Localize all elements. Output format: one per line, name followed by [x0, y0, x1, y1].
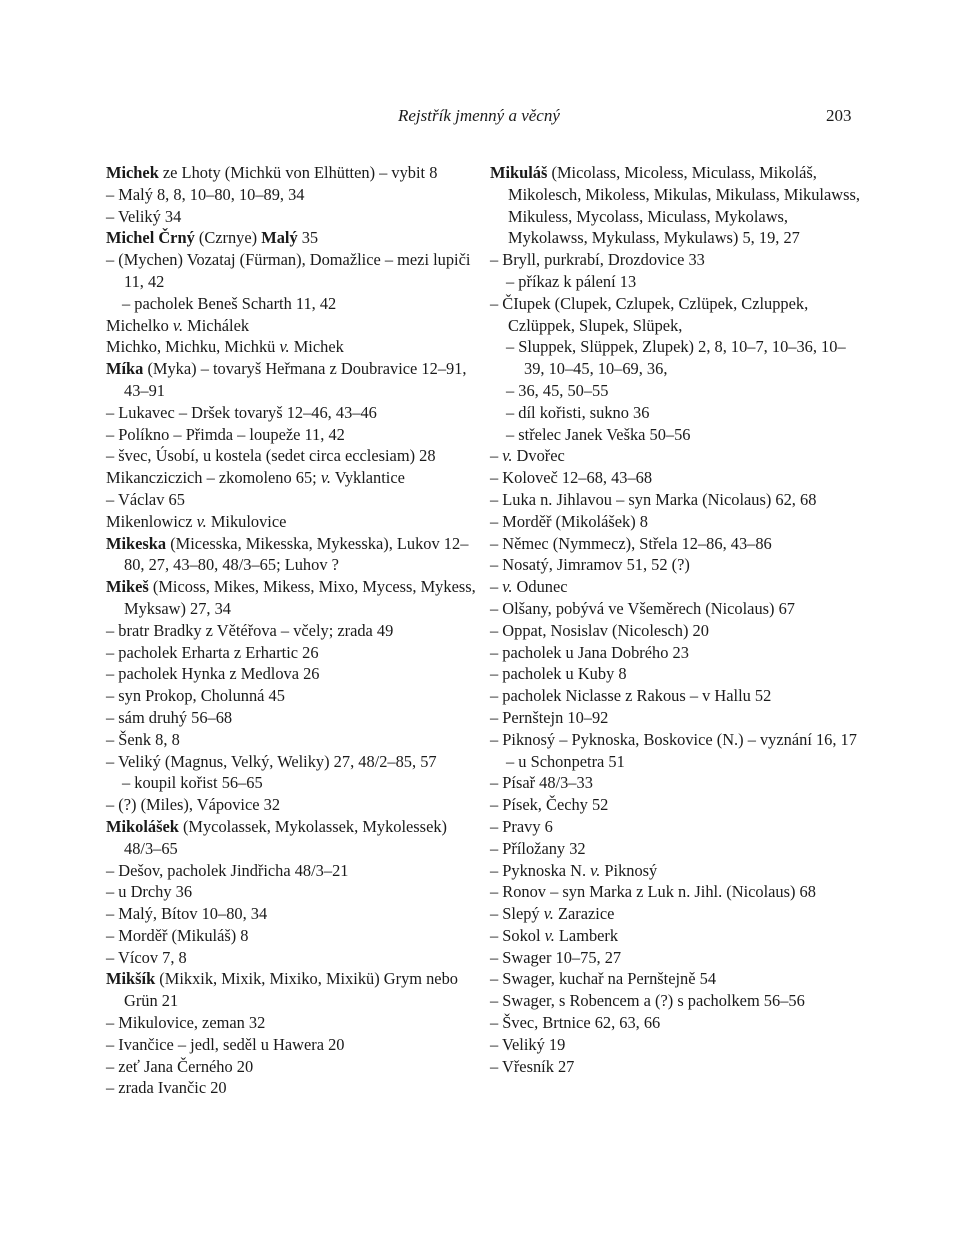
- entry-text: – Oppat, Nosislav (Nicolesch) 20: [490, 620, 709, 640]
- headword: Mikuláš: [490, 163, 548, 182]
- entry-text: – pacholek u Jana Dobrého 23: [490, 642, 689, 662]
- index-subentry: [490, 533, 860, 555]
- entry-text: Piknosý: [600, 860, 658, 880]
- index-subentry: [490, 663, 860, 685]
- index-subentry: [490, 903, 860, 925]
- index-subentry: [106, 707, 478, 729]
- index-headword-entry: [106, 162, 478, 184]
- entry-text: – Sokol: [490, 925, 545, 945]
- cross-reference-marker: v.: [543, 904, 554, 924]
- index-subentry: [490, 554, 860, 576]
- cross-reference-marker: v.: [502, 446, 513, 466]
- index-subentry: [490, 990, 860, 1012]
- entry-text: – pacholek Beneš Scharth 11, 42: [122, 293, 337, 313]
- index-subentry: [106, 642, 478, 664]
- entry-text: – (Mychen) Vozataj (Fürman), Domažlice – mezi lupiči 11, 42: [106, 250, 471, 291]
- entry-text: – Němec (Nymmecz), Střela 12–86, 43–86: [490, 533, 772, 553]
- index-subentry: [106, 293, 478, 315]
- entry-text: (Czrnye): [194, 228, 262, 248]
- index-column-right: [490, 162, 860, 1077]
- index-headword-entry: [106, 816, 478, 860]
- index-subentry: [106, 184, 478, 206]
- entry-text: – Písař 48/3–33: [490, 773, 593, 793]
- entry-text: – Malý 8, 8, 10–80, 10–89, 34: [106, 184, 305, 204]
- index-subentry: [490, 838, 860, 860]
- entry-text: – Pernštejn 10–92: [490, 707, 609, 727]
- index-subentry: [490, 1034, 860, 1056]
- index-subentry: [490, 794, 860, 816]
- index-subentry: [106, 729, 478, 751]
- index-subentry: [106, 1012, 478, 1034]
- index-subentry: [106, 1056, 478, 1078]
- index-subentry: [106, 794, 478, 816]
- entry-text: – příkaz k pálení 13: [506, 271, 637, 291]
- entry-text: – švec, Úsobí, u kostela (sedet circa ecclesiam) 28: [106, 446, 436, 466]
- index-subentry: [490, 489, 860, 511]
- index-subentry: [490, 424, 860, 446]
- entry-text: ze Lhoty (Michkü von Elhütten) – vybit 8: [158, 163, 438, 182]
- index-subentry: [490, 576, 860, 598]
- entry-text: – bratr Bradky z Větéřova – včely; zrada 49: [106, 620, 394, 640]
- index-subentry: [490, 1056, 860, 1078]
- entry-text: – Dešov, pacholek Jindřicha 48/3–21: [106, 860, 349, 880]
- entry-text: (Myka) – tovaryš Heřmana z Doubravice 12–91, 43–91: [124, 359, 467, 400]
- index-headword-entry: [106, 511, 478, 533]
- entry-text: – Veliký 34: [106, 206, 182, 226]
- index-headword-entry: [106, 315, 478, 337]
- index-subentry: [106, 206, 478, 228]
- index-subentry: [490, 1012, 860, 1034]
- entry-text: (Micesska, Mikesska, Mykesska), Lukov 12–80, 27, 43–80, 48/3–65; Luhov ?: [124, 533, 469, 575]
- index-column-left: [106, 162, 478, 1099]
- entry-text: – Morděř (Mikolášek) 8: [490, 511, 648, 531]
- entry-text: Michálek: [183, 315, 250, 335]
- index-subentry: [490, 467, 860, 489]
- index-subentry: [490, 968, 860, 990]
- index-subentry: [490, 598, 860, 620]
- index-subentry: [106, 772, 478, 794]
- index-subentry: [106, 881, 478, 903]
- index-subentry: [490, 380, 860, 402]
- entry-text: – Piknosý – Pyknoska, Boskovice (N.) – vyznání 16, 17: [490, 729, 857, 749]
- entry-text: – Swager 10–75, 27: [490, 947, 622, 967]
- entry-text: (Mikxik, Mixik, Mixiko, Mixikü) Grym nebo Grün 21: [124, 969, 458, 1011]
- index-subentry: [106, 424, 478, 446]
- entry-text: – Lukavec – Dršek tovaryš 12–46, 43–46: [106, 402, 377, 422]
- entry-text: – Ivančice – jedl, seděl u Hawera 20: [106, 1034, 345, 1054]
- entry-text: –: [490, 446, 503, 466]
- entry-text: – pacholek Hynka z Medlova 26: [106, 664, 320, 684]
- entry-text: – zeť Jana Černého 20: [106, 1056, 254, 1076]
- index-headword-entry: [106, 533, 478, 577]
- index-subentry: [490, 445, 860, 467]
- entry-text: – Vícov 7, 8: [106, 947, 187, 967]
- headword: Mikšík: [106, 969, 156, 989]
- entry-text: – Pyknoska N.: [490, 860, 591, 880]
- index-subentry: [490, 685, 860, 707]
- entry-text: – koupil kořist 56–65: [122, 773, 263, 793]
- index-headword-entry: [106, 576, 478, 620]
- entry-text: – Koloveč 12–68, 43–68: [490, 468, 653, 488]
- index-subentry: [106, 445, 478, 467]
- index-subentry: [106, 947, 478, 969]
- entry-text: Dvořec: [512, 446, 565, 466]
- running-header: [0, 106, 960, 130]
- entry-text: –: [490, 577, 503, 597]
- headword: Michek: [106, 163, 159, 182]
- index-subentry: [490, 860, 860, 882]
- entry-text: – Morděř (Mikuláš) 8: [106, 925, 249, 945]
- index-subentry: [106, 860, 478, 882]
- index-subentry: [106, 903, 478, 925]
- entry-text: – Mikulovice, zeman 32: [106, 1013, 266, 1033]
- index-subentry: [106, 402, 478, 424]
- headword: Michel Črný: [106, 228, 195, 248]
- entry-text: – Swager, kuchař na Pernštejně 54: [490, 969, 717, 989]
- index-subentry: [106, 685, 478, 707]
- index-subentry: [490, 336, 860, 380]
- entry-text: – 36, 45, 50–55: [506, 380, 609, 400]
- index-headword-entry: [490, 162, 860, 249]
- entry-text: Lamberk: [554, 925, 619, 945]
- index-subentry: [490, 293, 860, 337]
- entry-text: Mikancziczich – zkomoleno 65;: [106, 468, 321, 488]
- entry-text: – střelec Janek Veška 50–56: [506, 424, 691, 444]
- index-subentry: [106, 1077, 478, 1099]
- index-subentry: [490, 707, 860, 729]
- headword: Mikeš: [106, 577, 149, 597]
- entry-text: (Mycolassek, Mykolassek, Mykolessek) 48/3–65: [124, 816, 447, 858]
- entry-text: – Olšany, pobývá ve Všeměrech (Nicolaus) 67: [490, 598, 795, 618]
- entry-text: – Veliký 19: [490, 1034, 566, 1054]
- entry-text: – pacholek Niclasse z Rakous – v Hallu 52: [490, 686, 772, 706]
- index-subentry: [106, 663, 478, 685]
- cross-reference-marker: v.: [590, 860, 601, 880]
- cross-reference-marker: v.: [502, 577, 513, 597]
- entry-text: 35: [297, 228, 319, 248]
- entry-text: – Bryll, purkrabí, Drozdovice 33: [490, 250, 705, 270]
- entry-text: – ČIupek (Clupek, Czlupek, Czlüpek, Czluppek, Czlüppek, Slupek, Slüpek,: [490, 293, 809, 335]
- cross-reference-marker: v.: [279, 337, 290, 357]
- entry-text: – zrada Ivančic 20: [106, 1078, 227, 1098]
- entry-text: – Luka n. Jihlavou – syn Marka (Nicolaus) 62, 68: [490, 489, 817, 509]
- entry-text: – Swager, s Robencem a (?) s pacholkem 56–56: [490, 991, 805, 1011]
- entry-text: – pacholek Erharta z Erhartic 26: [106, 642, 319, 662]
- entry-text: – Veliký (Magnus, Velký, Weliky) 27, 48/2–85, 57: [106, 751, 437, 771]
- index-subentry: [106, 489, 478, 511]
- cross-reference-marker: v.: [320, 468, 331, 488]
- cross-reference-marker: v.: [544, 925, 555, 945]
- headword: Malý: [261, 228, 298, 248]
- entry-text: – Políkno – Přimda – loupeže 11, 42: [106, 424, 345, 444]
- entry-text: – díl kořisti, sukno 36: [506, 402, 650, 422]
- page-number: 203: [826, 106, 852, 125]
- entry-text: Vyklantice: [331, 468, 405, 488]
- entry-text: – Malý, Bítov 10–80, 34: [106, 904, 268, 924]
- entry-text: – Václav 65: [106, 489, 185, 509]
- entry-text: – Vřesník 27: [490, 1056, 575, 1076]
- index-subentry: [490, 642, 860, 664]
- entry-text: – Slepý: [490, 904, 544, 924]
- entry-text: (Micolass, Micoless, Miculass, Mikoláš, Mikolesch, Mikoless, Mikulas, Mikulass, Mikulawss, Mikuless, Mycolass, Miculass, Mykolaws, Mykolawss, Mykulass, Mykulaws) 5, 19, 27: [508, 163, 860, 248]
- cross-reference-marker: v.: [172, 315, 184, 335]
- running-title: Rejstřík jmenný a věcný: [398, 106, 560, 125]
- entry-text: (Micoss, Mikes, Mikess, Mixo, Mycess, Mykess, Myksaw) 27, 34: [124, 577, 476, 618]
- index-subentry: [490, 620, 860, 642]
- index-headword-entry: [106, 467, 478, 489]
- index-headword-entry: [106, 227, 478, 249]
- index-subentry: [106, 751, 478, 773]
- entry-text: Mikenlowicz: [106, 511, 197, 531]
- index-subentry: [490, 925, 860, 947]
- entry-text: Michelko: [106, 315, 173, 335]
- headword: Mikolášek: [106, 816, 179, 836]
- index-subentry: [490, 947, 860, 969]
- index-subentry: [490, 751, 860, 773]
- entry-text: – syn Prokop, Cholunná 45: [106, 686, 285, 706]
- entry-text: Mikulovice: [206, 511, 287, 531]
- entry-text: Zarazice: [553, 904, 615, 924]
- index-subentry: [106, 249, 478, 293]
- entry-text: Michko, Michku, Michkü: [106, 337, 280, 357]
- index-subentry: [490, 511, 860, 533]
- entry-text: – Nosatý, Jimramov 51, 52 (?): [490, 555, 690, 575]
- index-subentry: [490, 729, 860, 751]
- index-subentry: [490, 249, 860, 271]
- entry-text: Odunec: [512, 577, 568, 597]
- index-subentry: [106, 925, 478, 947]
- entry-text: Michek: [289, 337, 344, 357]
- entry-text: – Sluppek, Slüppek, Zlupek) 2, 8, 10–7, 10–36, 10–39, 10–45, 10–69, 36,: [506, 337, 846, 379]
- entry-text: – pacholek u Kuby 8: [490, 664, 627, 684]
- index-subentry: [490, 881, 860, 903]
- index-subentry: [106, 1034, 478, 1056]
- index-headword-entry: [106, 968, 478, 1012]
- index-headword-entry: [106, 336, 478, 358]
- entry-text: – Příložany 32: [490, 838, 586, 858]
- entry-text: – Ronov – syn Marka z Luk n. Jihl. (Nicolaus) 68: [490, 882, 816, 902]
- headword: Mikeska: [106, 533, 167, 553]
- entry-text: – sám druhý 56–68: [106, 707, 233, 727]
- index-subentry: [490, 816, 860, 838]
- index-subentry: [490, 402, 860, 424]
- index-subentry: [490, 772, 860, 794]
- entry-text: – (?) (Miles), Vápovice 32: [106, 795, 281, 815]
- cross-reference-marker: v.: [196, 511, 207, 531]
- entry-text: – Písek, Čechy 52: [490, 795, 609, 815]
- headword: Míka: [106, 359, 144, 379]
- entry-text: – Šenk 8, 8: [106, 729, 180, 749]
- entry-text: – Pravy 6: [490, 816, 553, 836]
- entry-text: – u Drchy 36: [106, 882, 193, 902]
- index-subentry: [490, 271, 860, 293]
- index-headword-entry: [106, 358, 478, 402]
- entry-text: – u Schonpetra 51: [506, 751, 625, 771]
- index-subentry: [106, 620, 478, 642]
- entry-text: – Švec, Brtnice 62, 63, 66: [490, 1013, 661, 1033]
